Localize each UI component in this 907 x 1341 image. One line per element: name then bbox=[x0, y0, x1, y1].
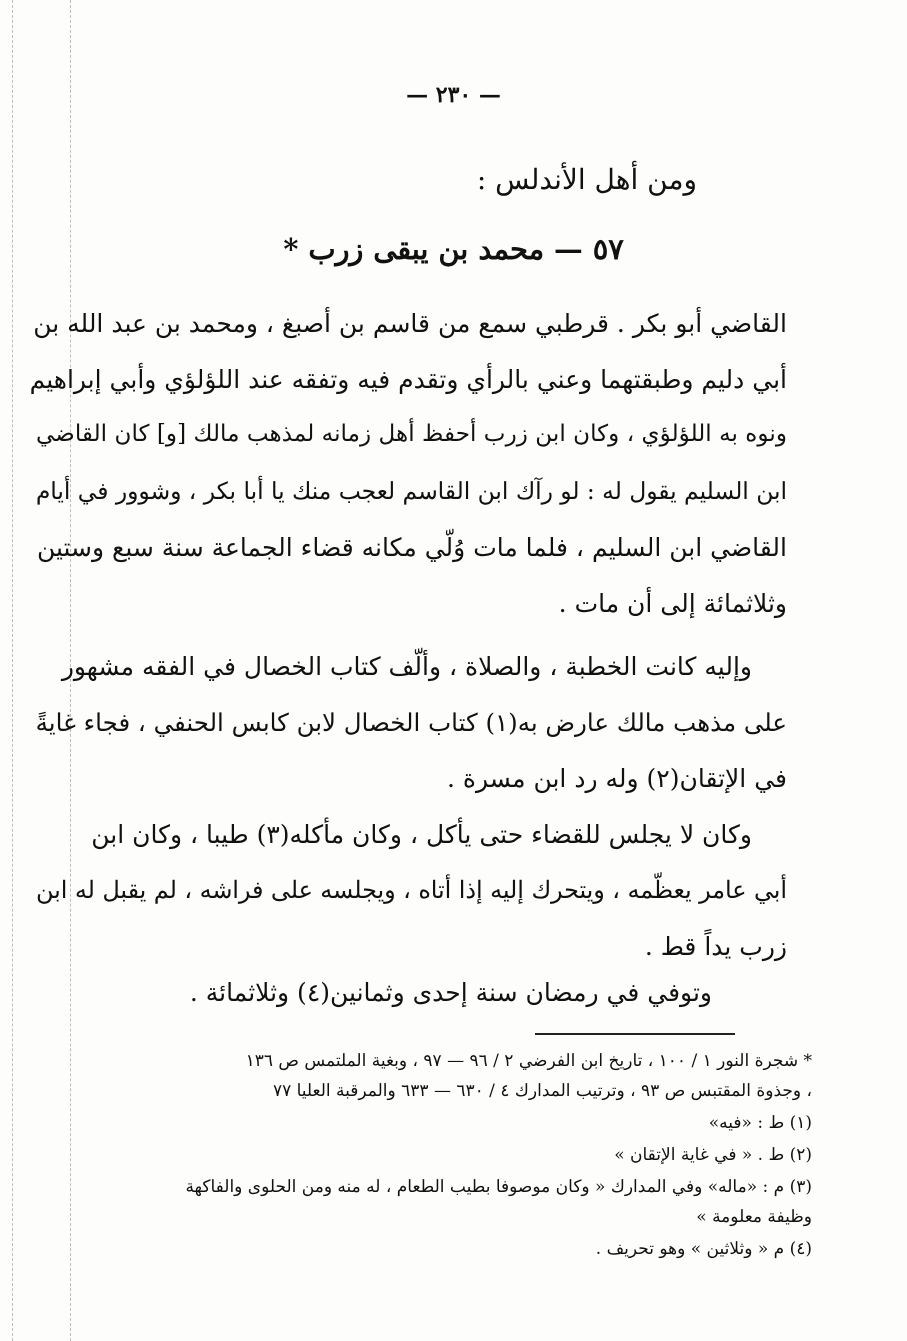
footnote-line: (٣) م : «ماله» وفي المدارك « وكان موصوفا بطيب الطعام ، له منه ومن الحلوى والفاكهة bbox=[185, 1177, 812, 1197]
body-line: وإليه كانت الخطبة ، والصلاة ، وألّف كتاب الخصال في الفقه مشهور bbox=[61, 652, 752, 681]
body-line: القاضي أبو بكر . قرطبي سمع من قاسم بن أصبغ ، ومحمد بن عبد الله بن bbox=[33, 309, 787, 338]
entry-title: ٥٧ — محمد بن يبقى زرب * bbox=[283, 232, 624, 266]
body-line: ابن السليم يقول له : لو رآك ابن القاسم لعجب منك يا أبا بكر ، وشوور في أيام bbox=[35, 477, 787, 505]
page-edge-line-left bbox=[12, 0, 13, 1341]
footnote-line: (٢) ط . « في غاية الإتقان » bbox=[614, 1145, 812, 1165]
body-line: أبي عامر يعظّمه ، ويتحرك إليه إذا أتاه ، ويجلسه على فراشه ، لم يقبل له ابن bbox=[36, 876, 787, 904]
footnote-line: وظيفة معلومة » bbox=[696, 1207, 812, 1227]
footnote-line: (٤) م « وثلاثين » وهو تحريف . bbox=[595, 1239, 812, 1259]
body-line: وثلاثمائة إلى أن مات . bbox=[558, 589, 787, 618]
body-line: في الإتقان(٢) وله رد ابن مسرة . bbox=[447, 764, 787, 793]
footnote-line: * شجرة النور ١ / ١٠٠ ، تاريخ ابن الفرضي ٢ / ٩٦ — ٩٧ ، وبغية الملتمس ص ١٣٦ bbox=[245, 1051, 812, 1071]
body-line: القاضي ابن السليم ، فلما مات وُلّي مكانه قضاء الجماعة سنة سبع وستين bbox=[36, 533, 787, 562]
body-line: وكان لا يجلس للقضاء حتى يأكل ، وكان مأكله(٣) طيبا ، وكان ابن bbox=[91, 820, 752, 849]
page-number: — ٢٣٠ — bbox=[406, 82, 501, 108]
body-line: زرب يداً قط . bbox=[644, 932, 787, 961]
footnote-line: (١) ط : «فيه» bbox=[708, 1113, 812, 1133]
body-line: وتوفي في رمضان سنة إحدى وثمانين(٤) وثلاثمائة . bbox=[189, 978, 712, 1007]
body-line: أبي دليم وطبقتهما وعني بالرأي وتقدم فيه وتفقه عند اللؤلؤي وأبي إبراهيم bbox=[29, 365, 787, 394]
body-line: ونوه به اللؤلؤي ، وكان ابن زرب أحفظ أهل زمانه لمذهب مالك [و] كان القاضي bbox=[35, 421, 787, 447]
section-heading: ومن أهل الأندلس : bbox=[476, 163, 697, 196]
footnote-separator bbox=[535, 1033, 735, 1035]
body-line: على مذهب مالك عارض به(١) كتاب الخصال لابن كابس الحنفي ، فجاء غايةً bbox=[35, 708, 787, 737]
footnote-line: ، وجذوة المقتبس ص ٩٣ ، وترتيب المدارك ٤ / ٦٣٠ — ٦٣٣ والمرقبة العليا ٧٧ bbox=[272, 1081, 812, 1101]
